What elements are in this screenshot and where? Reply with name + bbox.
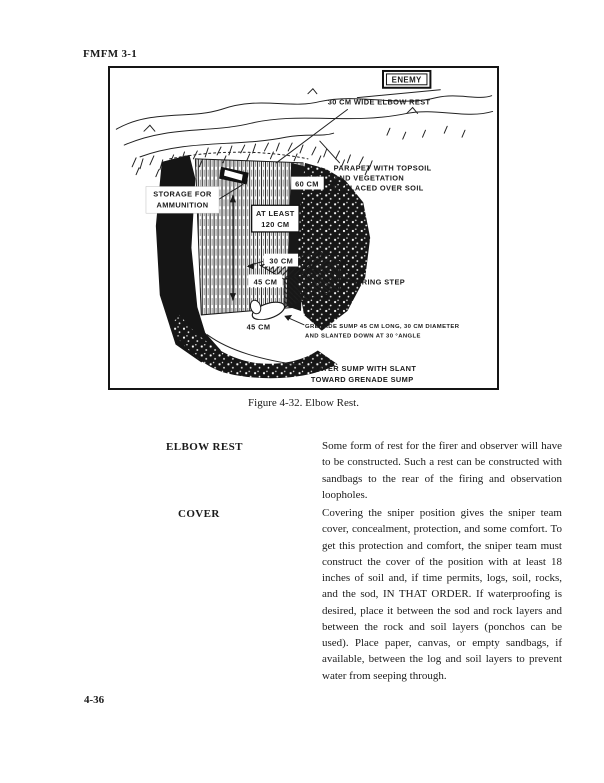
document-id-header: FMFM 3-1 (83, 48, 138, 60)
section-heading-cover: COVER (178, 508, 220, 520)
dim-60cm-label: 60 CM (295, 179, 319, 189)
dim-30cm-step-label: 30 CM (269, 256, 294, 266)
enemy-label: ENEMY (391, 75, 422, 85)
parapet-label-2: AND VEGETATION (333, 173, 405, 183)
at-least-label-2: 120 CM (261, 220, 290, 230)
page-number: 4-36 (84, 694, 105, 706)
section-body-cover: Covering the sniper position gives the sniper team cover, concealment, protection, and some comfort. To get this protection and comfort, the sniper team must construct the cover of the position with at least 18 inches of soil and, if time permits, logs, soil, rocks, and the sod, IN THAT ORDER. If waterproofing is desired, place it between the sod and rock layers and between the rock and soil layers (ponchos can be used). Place paper, canvas, or empty sandbags, if available, between the log and soil layers to prevent water from seeping through. (322, 507, 562, 682)
water-sump-label-1: WATER SUMP WITH SLANT (310, 364, 417, 374)
elbow-rest-illustration (110, 68, 497, 388)
water-sump-label-2: TOWARD GRENADE SUMP (310, 375, 414, 385)
enemy-sign (383, 71, 430, 88)
parapet-label-3: REPLACED OVER SOIL (333, 183, 424, 193)
parapet-label-1: PARAPET WITH TOPSOIL (333, 163, 432, 173)
section-heading-elbow-rest: ELBOW REST (166, 441, 243, 453)
section-body-elbow-rest: Some form of rest for the firer and observer will have to be constructed. Such a rest can be constructed with sandbags to the rear of the firing and observation loopholes. (322, 440, 562, 501)
at-least-label-1: AT LEAST (255, 209, 295, 219)
grenade-sump-label-1: GRENADE SUMP 45 CM LONG, 30 CM DIAMETER (304, 323, 460, 330)
elbow-rest-dim-label: 30 CM WIDE ELBOW REST (327, 97, 431, 107)
storage-label-2: AMMUNITION (156, 200, 209, 210)
grenade-sump-label-2: AND SLANTED DOWN AT 30 °ANGLE (304, 333, 421, 340)
background-hills (116, 89, 492, 157)
storage-label-1: STORAGE FOR (153, 189, 212, 199)
firing-step-label: FIRING STEP (354, 277, 406, 287)
figure-caption: Figure 4-32. Elbow Rest. (248, 397, 359, 409)
figure-elbow-rest (108, 66, 499, 390)
dim-45cm-floor-label: 45 CM (246, 322, 271, 332)
dim-45cm-step-label: 45 CM (253, 277, 278, 287)
